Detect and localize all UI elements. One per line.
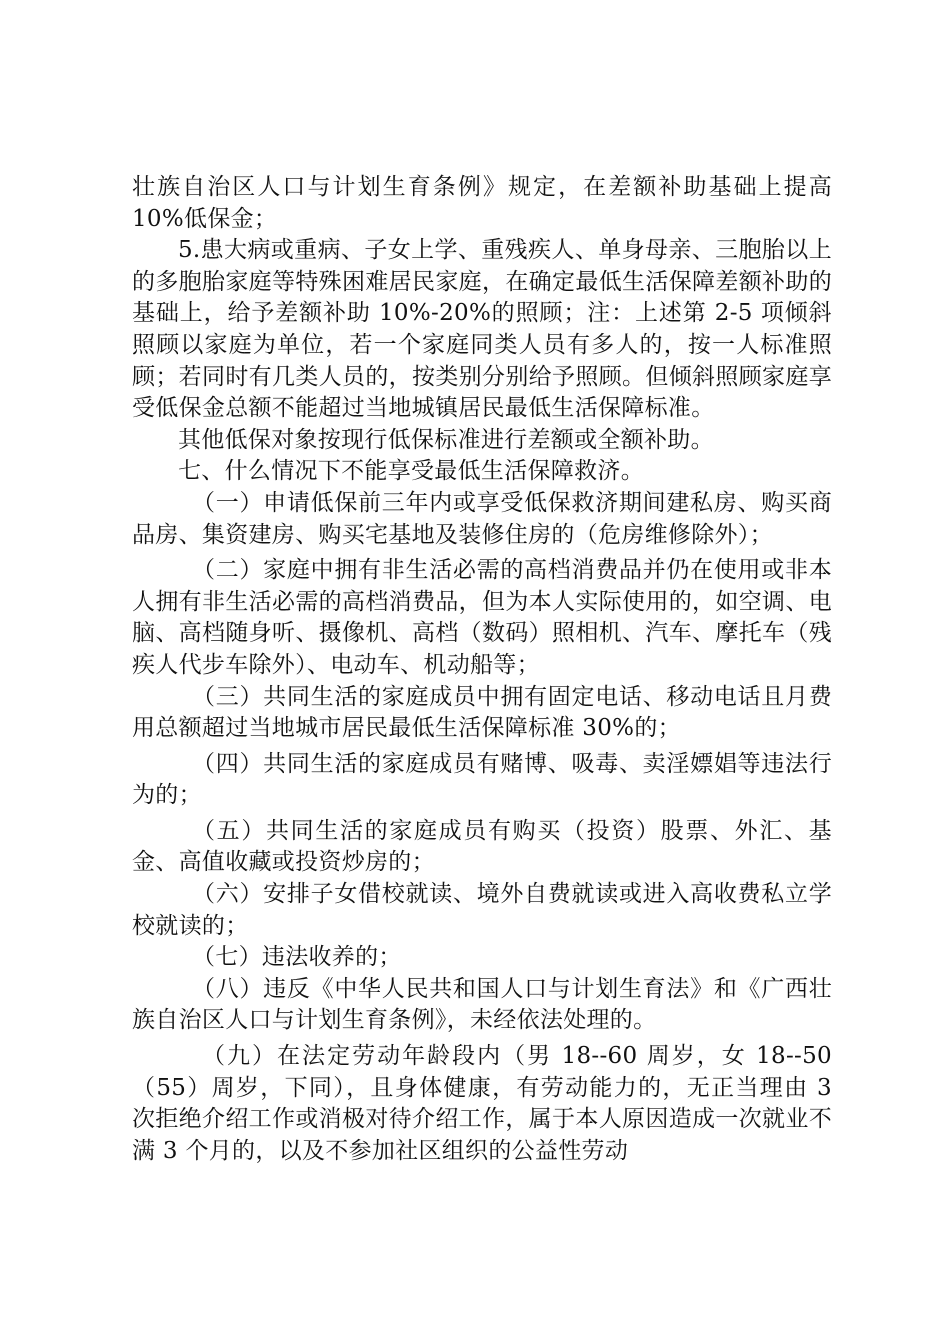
paragraph-item-8: （八）违反《中华人民共和国人口与计划生育法》和《广西壮族自治区人口与计划生育条例》，未经依法处理的。	[132, 975, 832, 1034]
paragraph-item-3: （三）共同生活的家庭成员中拥有固定电话、移动电话且月费用总额超过当地城市居民最低生活保障标准 30%的；	[132, 683, 832, 742]
paragraph-item-5: （五）共同生活的家庭成员有购买（投资）股票、外汇、基金、高值收藏或投资炒房的；	[132, 817, 832, 876]
document-body	[132, 172, 832, 1167]
paragraph-1: 5.患大病或重病、子女上学、重残疾人、单身母亲、三胞胎以上的多胞胎家庭等特殊困难居民家庭，在确定最低生活保障差额补助的基础上，给予差额补助 10%-20%的照顾；注：上述第 2-5 项倾斜照顾以家庭为单位，若一个家庭同类人员有多人的，按一人标准照顾；若同时有几类人员的，按类别分别给予照顾。但倾斜照顾家庭享受低保金总额不能超过当地城镇居民最低生活保障标准。	[132, 237, 832, 422]
paragraph-item-9: （九）在法定劳动年龄段内（男 18--60 周岁，女 18--50（55）周岁，下同），且身体健康，有劳动能力的，无正当理由 3 次拒绝介绍工作或消极对待介绍工作，属于本人原因造成一次就业不满 3 个月的，以及不参加社区组织的公益性劳动	[132, 1043, 832, 1164]
paragraph-item-7: （七）违法收养的；	[192, 944, 402, 971]
paragraph-item-1: （一）申请低保前三年内或享受低保救济期间建私房、购买商品房、集资建房、购买宅基地及装修住房的（危房维修除外）；	[132, 489, 832, 548]
paragraph-0: 壮族自治区人口与计划生育条例》规定，在差额补助基础上提高 10%低保金；	[132, 174, 832, 232]
paragraph-2: 其他低保对象按现行低保标准进行差额或全额补助。	[178, 426, 714, 453]
section-heading-7: 七、什么情况下不能享受最低生活保障救济。	[178, 458, 644, 485]
paragraph-item-4: （四）共同生活的家庭成员有赌博、吸毒、卖淫嫖娼等违法行为的；	[132, 750, 832, 809]
paragraph-item-2: （二）家庭中拥有非生活必需的高档消费品并仍在使用或非本人拥有非生活必需的高档消费品，但为本人实际使用的，如空调、电脑、高档随身听、摄像机、高档（数码）照相机、汽车、摩托车（残疾人代步车除外）、电动车、机动船等；	[132, 557, 832, 678]
paragraph-item-6: （六）安排子女借校就读、境外自费就读或进入高收费私立学校就读的；	[132, 881, 832, 939]
